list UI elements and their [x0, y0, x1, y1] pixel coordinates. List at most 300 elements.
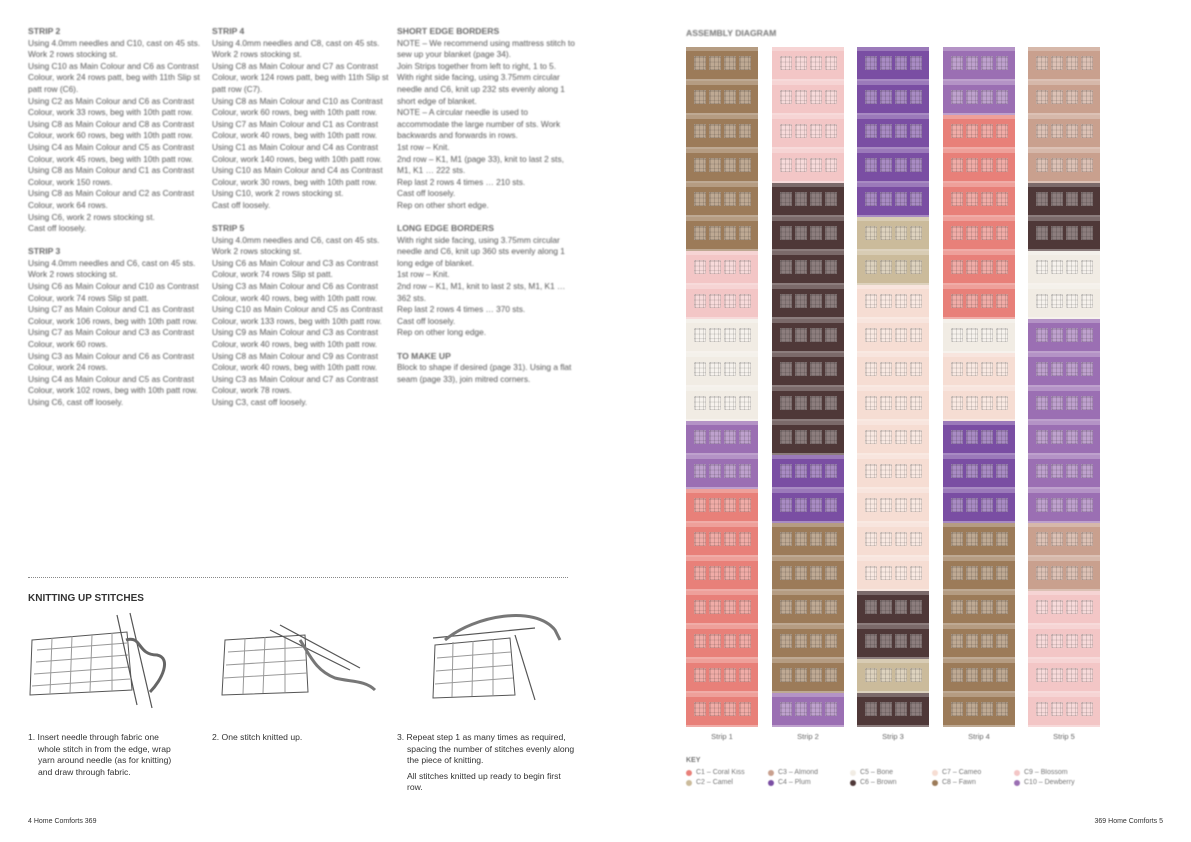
- stitch-pattern-square: [951, 192, 963, 206]
- stitch-pattern-square: [739, 600, 751, 614]
- pattern-section: [397, 26, 575, 212]
- stitch-pattern-square: [724, 532, 736, 546]
- pattern-column-3: [397, 26, 575, 397]
- stitch-pattern-square: [825, 260, 837, 274]
- stitch-pattern-square: [694, 532, 706, 546]
- instruction-line: Using C4 as Main Colour and C5 as Contrast Colour, work 45 rows, beg with 10th patt row.: [28, 141, 195, 164]
- stitch-pattern-square: [810, 464, 822, 478]
- stitch-pattern-square: [981, 532, 993, 546]
- stitch-pattern-square: [880, 600, 892, 614]
- stitch-pattern-square: [910, 464, 922, 478]
- pattern-section: [28, 246, 206, 408]
- instruction-line: 2nd row – K1, M1, knit to last 2 sts, M1, K1 … 362 sts.: [397, 281, 566, 303]
- stitch-pattern-square: [865, 396, 877, 410]
- section-heading: STRIP 4: [212, 26, 245, 36]
- stitch-pattern-square: [865, 56, 877, 70]
- strip-block: [772, 251, 844, 285]
- key-title: KEY: [686, 757, 701, 764]
- strip-block: [943, 319, 1015, 353]
- stitch-pattern-square: [694, 362, 706, 376]
- stitch-pattern-square: [865, 124, 877, 138]
- stitch-pattern-square: [780, 226, 792, 240]
- instruction-line: Using C3 as Main Colour and C6 as Contrast Colour, work 24 rows.: [28, 350, 195, 373]
- stitch-pattern-square: [910, 566, 922, 580]
- stitch-pattern-square: [1066, 294, 1078, 308]
- stitch-pattern-square: [739, 532, 751, 546]
- stitch-pattern-square: [951, 430, 963, 444]
- stitch-pattern-square: [996, 498, 1008, 512]
- stitch-pattern-square: [981, 294, 993, 308]
- stitch-pattern-square: [810, 226, 822, 240]
- stitch-pattern-square: [1051, 90, 1063, 104]
- stitch-pattern-square: [1036, 158, 1048, 172]
- strip-block: [686, 523, 758, 557]
- key-label: C2 – Camel: [696, 779, 733, 786]
- strip-block: [943, 387, 1015, 421]
- stitch-pattern-square: [880, 56, 892, 70]
- stitch-pattern-square: [966, 362, 978, 376]
- stitch-pattern-square: [780, 90, 792, 104]
- stitch-pattern-square: [1036, 430, 1048, 444]
- stitch-pattern-square: [1081, 260, 1093, 274]
- pattern-column-1: [28, 26, 206, 420]
- strip-block: [772, 81, 844, 115]
- strip-label: Strip 3: [882, 732, 904, 741]
- stitch-pattern-square: [1066, 668, 1078, 682]
- key-label: C8 – Fawn: [942, 779, 976, 786]
- stitch-pattern-square: [795, 294, 807, 308]
- stitch-pattern-square: [966, 532, 978, 546]
- stitch-pattern-square: [880, 634, 892, 648]
- instruction-line: Work 2 rows stocking st.: [212, 49, 302, 60]
- stitch-pattern-square: [1066, 396, 1078, 410]
- stitch-pattern-square: [825, 192, 837, 206]
- stitch-pattern-square: [880, 430, 892, 444]
- stitch-pattern-square: [1036, 192, 1048, 206]
- stitch-pattern-square: [966, 464, 978, 478]
- instruction-line: Using C8 as Main Colour and C8 as Contrast Colour, work 60 rows, beg with 10th patt row.: [28, 118, 195, 141]
- stitch-pattern-square: [795, 498, 807, 512]
- strip-block: [772, 387, 844, 421]
- stitch-pattern-square: [996, 328, 1008, 342]
- strip-block: [772, 421, 844, 455]
- stitch-pattern-square: [709, 566, 721, 580]
- stitch-pattern-square: [825, 532, 837, 546]
- stitch-pattern-square: [694, 634, 706, 648]
- stitch-pattern-square: [825, 294, 837, 308]
- stitch-pattern-square: [825, 634, 837, 648]
- stitch-pattern-square: [951, 362, 963, 376]
- stitch-pattern-square: [951, 90, 963, 104]
- stitch-pattern-square: [865, 600, 877, 614]
- stitch-pattern-square: [780, 498, 792, 512]
- stitch-pattern-square: [865, 260, 877, 274]
- strip-block: [686, 387, 758, 421]
- stitch-pattern-square: [739, 192, 751, 206]
- step-3-note: All stitches knitted up ready to begin first row.: [407, 770, 561, 793]
- stitch-pattern-square: [780, 430, 792, 444]
- assembly-diagram: [686, 47, 1101, 727]
- instruction-line: NOTE – A circular needle is used to accommodate the large number of sts. Work backwards and forwards in rows.: [397, 107, 561, 141]
- assembly-diagram-title: ASSEMBLY DIAGRAM: [686, 28, 777, 38]
- stitch-pattern-square: [996, 362, 1008, 376]
- stitch-pattern-square: [1081, 90, 1093, 104]
- strip-block: [1028, 285, 1100, 319]
- stitch-pattern-square: [1066, 226, 1078, 240]
- stitch-pattern-square: [825, 600, 837, 614]
- stitch-pattern-square: [694, 396, 706, 410]
- stitch-pattern-square: [1081, 56, 1093, 70]
- stitch-pattern-square: [795, 226, 807, 240]
- stitch-pattern-square: [981, 124, 993, 138]
- strip-block: [686, 285, 758, 319]
- stitch-pattern-square: [880, 668, 892, 682]
- stitch-pattern-square: [810, 498, 822, 512]
- strip-block: [1028, 659, 1100, 693]
- instruction-line: Using C10 as Main Colour and C4 as Contrast Colour, work 30 rows, beg with 10th patt row.: [212, 165, 383, 187]
- strip-block: [857, 81, 929, 115]
- strip-block: [772, 115, 844, 149]
- stitch-pattern-square: [996, 294, 1008, 308]
- stitch-pattern-square: [724, 226, 736, 240]
- stitch-pattern-square: [724, 56, 736, 70]
- strip-label: Strip 2: [797, 732, 819, 741]
- instruction-line: Using C3 as Main Colour and C6 as Contrast Colour, work 40 rows, beg with 10th patt row.: [212, 281, 379, 303]
- stitch-pattern-square: [780, 328, 792, 342]
- instruction-line: Using C8 as Main Colour and C1 as Contrast Colour, work 150 rows.: [28, 165, 195, 187]
- stitch-pattern-square: [1051, 634, 1063, 648]
- strip-block: [772, 149, 844, 183]
- instruction-line: Using 4.0mm needles and C6, cast on 45 sts.: [212, 234, 380, 245]
- strip-4: [943, 47, 1015, 727]
- stitch-pattern-square: [880, 260, 892, 274]
- stitch-pattern-square: [981, 600, 993, 614]
- stitch-pattern-square: [910, 600, 922, 614]
- stitch-pattern-square: [709, 396, 721, 410]
- step-1-text: 1. Insert needle through fabric one whole stitch in from the edge, wrap yarn around needle (as for knitting) and draw through fabric.: [28, 732, 172, 777]
- strip-block: [1028, 149, 1100, 183]
- strip-label: Strip 1: [711, 732, 733, 741]
- strip-label: Strip 4: [968, 732, 990, 741]
- stitch-pattern-square: [1066, 328, 1078, 342]
- stitch-pattern-square: [981, 158, 993, 172]
- color-swatch-icon: [768, 770, 774, 776]
- stitch-pattern-square: [810, 124, 822, 138]
- strip-block: [857, 285, 929, 319]
- key-item: [850, 779, 932, 786]
- stitch-pattern-square: [910, 90, 922, 104]
- stitch-pattern-square: [825, 566, 837, 580]
- stitch-pattern-square: [966, 192, 978, 206]
- stitch-pattern-square: [951, 702, 963, 716]
- stitch-pattern-square: [1036, 362, 1048, 376]
- stitch-pattern-square: [951, 532, 963, 546]
- stitch-pattern-square: [780, 464, 792, 478]
- stitch-pattern-square: [694, 600, 706, 614]
- stitch-pattern-square: [709, 702, 721, 716]
- strip-5: [1028, 47, 1100, 727]
- stitch-pattern-square: [951, 668, 963, 682]
- pattern-column-2: [212, 26, 390, 420]
- stitch-pattern-square: [1066, 124, 1078, 138]
- stitch-pattern-square: [1066, 702, 1078, 716]
- instruction-line: 1st row – Knit.: [397, 269, 450, 280]
- instruction-line: Using C6, work 2 rows stocking st.: [28, 211, 155, 222]
- key-item: [768, 769, 850, 776]
- stitch-pattern-square: [1051, 668, 1063, 682]
- strip-block: [686, 81, 758, 115]
- key-label: C1 – Coral Kiss: [696, 769, 745, 776]
- instruction-line: 2nd row – K1, M1 (page 33), knit to last 2 sts, M1, K1 … 222 sts.: [397, 153, 564, 176]
- stitch-pattern-square: [780, 56, 792, 70]
- strip-block: [772, 353, 844, 387]
- stitch-pattern-square: [910, 430, 922, 444]
- stitch-pattern-square: [895, 294, 907, 308]
- pattern-section: [212, 26, 390, 212]
- instruction-line: Block to shape if desired (page 31). Using a flat seam (page 33), join mitred corners.: [397, 362, 572, 384]
- stitch-pattern-square: [1066, 566, 1078, 580]
- stitch-pattern-square: [880, 226, 892, 240]
- key-item: [686, 769, 768, 776]
- stitch-pattern-square: [966, 634, 978, 648]
- stitch-pattern-square: [1051, 294, 1063, 308]
- strip-block: [943, 149, 1015, 183]
- stitch-pattern-square: [780, 396, 792, 410]
- stitch-pattern-square: [996, 668, 1008, 682]
- stitch-pattern-square: [810, 328, 822, 342]
- color-swatch-icon: [932, 770, 938, 776]
- left-page-footer: 4 Home Comforts 369: [28, 818, 97, 825]
- stitch-pattern-square: [996, 226, 1008, 240]
- key-label: C7 – Cameo: [942, 769, 982, 776]
- stitch-pattern-square: [694, 702, 706, 716]
- stitch-pattern-square: [865, 464, 877, 478]
- stitch-pattern-square: [1081, 294, 1093, 308]
- strip-block: [686, 489, 758, 523]
- stitch-pattern-square: [865, 532, 877, 546]
- stitch-pattern-square: [709, 158, 721, 172]
- instruction-line: Using C7 as Main Colour and C3 as Contrast Colour, work 60 rows.: [28, 327, 195, 350]
- stitch-pattern-square: [810, 362, 822, 376]
- divider: [28, 577, 568, 578]
- stitch-pattern-square: [739, 430, 751, 444]
- stitch-pattern-square: [981, 668, 993, 682]
- stitch-pattern-square: [996, 600, 1008, 614]
- instruction-line: Cast off loosely.: [397, 188, 456, 199]
- strip-block: [857, 489, 929, 523]
- stitch-pattern-square: [810, 566, 822, 580]
- instruction-line: With right side facing, using 3.75mm circular needle and C6, knit up 360 sts evenly along 1 long edge of blanket.: [397, 234, 565, 268]
- strip-block: [857, 115, 929, 149]
- stitch-pattern-square: [724, 498, 736, 512]
- stitch-pattern-square: [739, 362, 751, 376]
- stitch-pattern-square: [895, 702, 907, 716]
- stitch-pattern-square: [966, 430, 978, 444]
- stitch-pattern-square: [966, 56, 978, 70]
- key-label: C3 – Almond: [778, 769, 819, 776]
- stitch-pattern-square: [724, 430, 736, 444]
- stitch-pattern-square: [895, 600, 907, 614]
- stitch-pattern-square: [1066, 362, 1078, 376]
- strip-block: [943, 251, 1015, 285]
- stitch-pattern-square: [810, 56, 822, 70]
- stitch-pattern-square: [825, 668, 837, 682]
- instruction-line: Using 4.0mm needles and C8, cast on 45 sts.: [212, 37, 380, 48]
- strip-block: [1028, 387, 1100, 421]
- stitch-pattern-square: [880, 328, 892, 342]
- instruction-line: Using C8 as Main Colour and C9 as Contrast Colour, work 40 rows, beg with 10th patt row.: [212, 350, 379, 373]
- strip-block: [943, 183, 1015, 217]
- stitch-pattern-square: [825, 226, 837, 240]
- stitch-pattern-square: [910, 702, 922, 716]
- stitch-pattern-square: [795, 90, 807, 104]
- color-swatch-icon: [850, 780, 856, 786]
- strip-3: [857, 47, 929, 727]
- stitch-pattern-square: [910, 226, 922, 240]
- stitch-pattern-square: [795, 192, 807, 206]
- stitch-pattern-square: [739, 464, 751, 478]
- stitch-pattern-square: [694, 668, 706, 682]
- color-swatch-icon: [932, 780, 938, 786]
- stitch-pattern-square: [1081, 668, 1093, 682]
- stitch-pattern-square: [1066, 464, 1078, 478]
- stitch-pattern-square: [895, 532, 907, 546]
- stitch-pattern-square: [694, 226, 706, 240]
- strip-block: [857, 217, 929, 251]
- stitch-pattern-square: [895, 260, 907, 274]
- stitch-pattern-square: [981, 702, 993, 716]
- key-label: C4 – Plum: [778, 779, 811, 786]
- strip-block: [857, 353, 929, 387]
- key-label: C10 – Dewberry: [1024, 779, 1075, 786]
- stitch-pattern-square: [1066, 90, 1078, 104]
- stitch-pattern-square: [1051, 362, 1063, 376]
- stitch-pattern-square: [709, 294, 721, 308]
- strip-block: [857, 421, 929, 455]
- stitch-pattern-square: [709, 56, 721, 70]
- stitch-pattern-square: [966, 294, 978, 308]
- stitch-pattern-square: [709, 226, 721, 240]
- stitch-pattern-square: [865, 328, 877, 342]
- stitch-pattern-square: [694, 294, 706, 308]
- stitch-pattern-square: [810, 90, 822, 104]
- strip-block: [686, 659, 758, 693]
- stitch-pattern-square: [709, 634, 721, 648]
- key-label: C9 – Blossom: [1024, 769, 1068, 776]
- instruction-line: Using C6 as Main Colour and C3 as Contrast Colour, work 74 rows Slip st patt.: [212, 257, 379, 280]
- stitch-pattern-square: [739, 158, 751, 172]
- strip-block: [772, 625, 844, 659]
- stitch-pattern-square: [910, 260, 922, 274]
- stitch-pattern-square: [1051, 600, 1063, 614]
- pattern-section: [397, 223, 575, 339]
- stitch-pattern-square: [951, 600, 963, 614]
- strip-block: [772, 693, 844, 727]
- stitch-pattern-square: [996, 430, 1008, 444]
- stitch-pattern-square: [865, 566, 877, 580]
- instruction-line: Rep on other short edge.: [397, 199, 489, 210]
- section-heading: KNITTING UP STITCHES: [28, 593, 144, 604]
- strip-block: [943, 47, 1015, 81]
- stitch-pattern-square: [795, 362, 807, 376]
- strip-block: [943, 353, 1015, 387]
- stitch-pattern-square: [780, 124, 792, 138]
- instruction-line: Using C10 as Main Colour and C6 as Contrast Colour, work 24 rows patt, beg with 11th Slip st patt row (C6).: [28, 60, 200, 94]
- stitch-pattern-square: [951, 464, 963, 478]
- key-item: [768, 779, 850, 786]
- stitch-pattern-square: [910, 668, 922, 682]
- stitch-pattern-square: [1036, 226, 1048, 240]
- stitch-pattern-square: [709, 124, 721, 138]
- stitch-pattern-square: [996, 566, 1008, 580]
- strip-block: [943, 217, 1015, 251]
- stitch-pattern-square: [780, 668, 792, 682]
- instruction-line: Using C3 as Main Colour and C7 as Contrast Colour, work 78 rows.: [212, 373, 379, 396]
- stitch-pattern-square: [1036, 124, 1048, 138]
- strip-block: [857, 523, 929, 557]
- stitch-pattern-square: [795, 668, 807, 682]
- stitch-pattern-square: [981, 566, 993, 580]
- stitch-pattern-square: [880, 362, 892, 376]
- strip-block: [857, 183, 929, 217]
- stitch-pattern-square: [739, 226, 751, 240]
- strip-block: [772, 183, 844, 217]
- stitch-pattern-square: [880, 532, 892, 546]
- stitch-pattern-square: [951, 226, 963, 240]
- stitch-pattern-square: [780, 702, 792, 716]
- stitch-pattern-square: [724, 294, 736, 308]
- stitch-pattern-square: [724, 124, 736, 138]
- stitch-pattern-square: [895, 464, 907, 478]
- stitch-pattern-square: [966, 90, 978, 104]
- strip-block: [686, 421, 758, 455]
- stitch-pattern-square: [865, 634, 877, 648]
- stitch-pattern-square: [795, 600, 807, 614]
- strip-block: [772, 47, 844, 81]
- stitch-pattern-square: [895, 430, 907, 444]
- strip-block: [1028, 523, 1100, 557]
- strip-block: [943, 115, 1015, 149]
- stitch-pattern-square: [966, 702, 978, 716]
- step-3-caption: [397, 732, 577, 798]
- stitch-pattern-square: [810, 294, 822, 308]
- strip-block: [857, 319, 929, 353]
- strip-block: [772, 659, 844, 693]
- stitch-pattern-square: [996, 192, 1008, 206]
- instruction-line: Cast off loosely.: [212, 199, 271, 210]
- strip-block: [686, 217, 758, 251]
- strip-block: [943, 625, 1015, 659]
- stitch-pattern-square: [780, 192, 792, 206]
- stitch-pattern-square: [825, 158, 837, 172]
- stitch-pattern-square: [951, 260, 963, 274]
- stitch-pattern-square: [865, 362, 877, 376]
- stitch-pattern-square: [1066, 56, 1078, 70]
- stitch-pattern-square: [810, 668, 822, 682]
- stitch-pattern-square: [1051, 430, 1063, 444]
- strip-block: [686, 353, 758, 387]
- stitch-pattern-square: [709, 192, 721, 206]
- section-heading: TO MAKE UP: [397, 350, 451, 361]
- stitch-pattern-square: [895, 498, 907, 512]
- stitch-pattern-square: [1036, 90, 1048, 104]
- stitch-pattern-square: [880, 124, 892, 138]
- stitch-pattern-square: [739, 56, 751, 70]
- strip-block: [943, 489, 1015, 523]
- strip-block: [857, 47, 929, 81]
- stitch-pattern-square: [1051, 192, 1063, 206]
- instruction-line: Cast off loosely.: [397, 315, 456, 326]
